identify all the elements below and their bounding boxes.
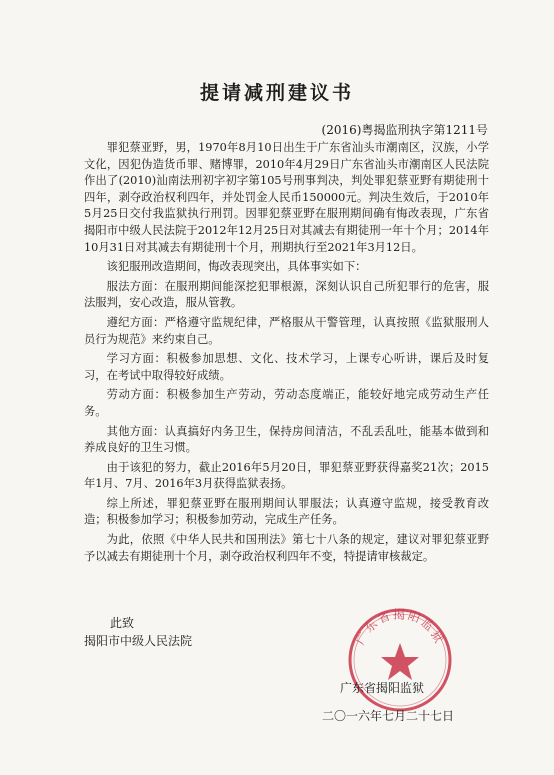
paragraph-labor: 劳动方面：积极参加生产劳动，劳动态度端正，能较好地完成劳动生产任务。	[84, 388, 489, 418]
paragraph-recommendation: 为此，依照《中华人民共和国刑法》第七十八条的规定，建议对罪犯蔡亚野予以减去有期徒刑十个月，剥夺政治权利四年不变，特提请审核裁定。	[84, 533, 489, 563]
paragraph-case-facts: 罪犯蔡亚野，男，1970年8月10日出生于广东省汕头市潮南区，汉族，小学文化，因犯伪造货币罪、赌博罪，2010年4月29日广东省汕头市潮南区人民法院作出了(2010)汕南法刑初字初字第105号刑事判决，判处罪犯蔡亚野有期徒刑十四年，剥夺政治权利四年，并处罚金人民币150000元。判决生效后，于2010年5月25日交付我监狱执行刑罚。因罪犯蔡亚野在服刑期间确有悔改表现，广东省揭阳市中级人民法院于2012年12月25日对其减去有期徒刑一年十个月；2014年10月31日对其减去有期徒刑十个月，刑期执行至2021年3月12日。	[84, 141, 489, 254]
closing-addressee: 揭阳市中级人民法院	[84, 634, 193, 648]
svg-text:广东省揭阳监狱	[352, 606, 448, 647]
issuing-organization: 广东省揭阳监狱	[340, 681, 425, 695]
paragraph-obedience: 服法方面：在服刑期间能深挖犯罪根源，深刻认识自己所犯罪行的危害，服法服判，安心改造，服从管教。	[84, 279, 489, 310]
paragraph-other: 其他方面：认真搞好内务卫生，保持房间清洁，不乱丢乱吐，能基本做到和养成良好的卫生习惯。	[84, 424, 489, 455]
paragraph-summary-intro: 该犯服刑改造期间，悔改表现突出，具体事实如下：	[106, 260, 367, 274]
official-seal-icon	[345, 605, 455, 715]
document-title: 提请减刑建议书	[199, 82, 354, 104]
issue-date: 二〇一六年七月二十七日	[322, 709, 455, 723]
document-body	[84, 140, 489, 565]
paragraph-conclusion: 综上所述，罪犯蔡亚野在服刑期间认罪服法；认真遵守监规，接受教育改造；积极参加学习；积极参加劳动，完成生产任务。	[84, 496, 489, 527]
seal-text: 广东省揭阳监狱	[353, 607, 447, 648]
paragraph-study: 学习方面：积极参加思想、文化、技术学习，上课专心听讲，课后及时复习，在考试中取得较好成绩。	[84, 352, 489, 382]
closing-block	[84, 614, 192, 650]
paragraph-discipline: 遵纪方面：严格遵守监规纪律，严格服从干警管理，认真按照《监狱服刑人员行为规范》来约束自己。	[84, 315, 489, 346]
closing-salutation: 此致	[110, 616, 135, 630]
document-number: (2016)粤揭监刑执字第1211号	[321, 123, 488, 137]
paragraph-rewards: 由于该犯的努力，截止2016年5月20日，罪犯蔡亚野获得嘉奖21次；2015年1月、7月、2016年3月获得监狱表扬。	[84, 460, 489, 491]
